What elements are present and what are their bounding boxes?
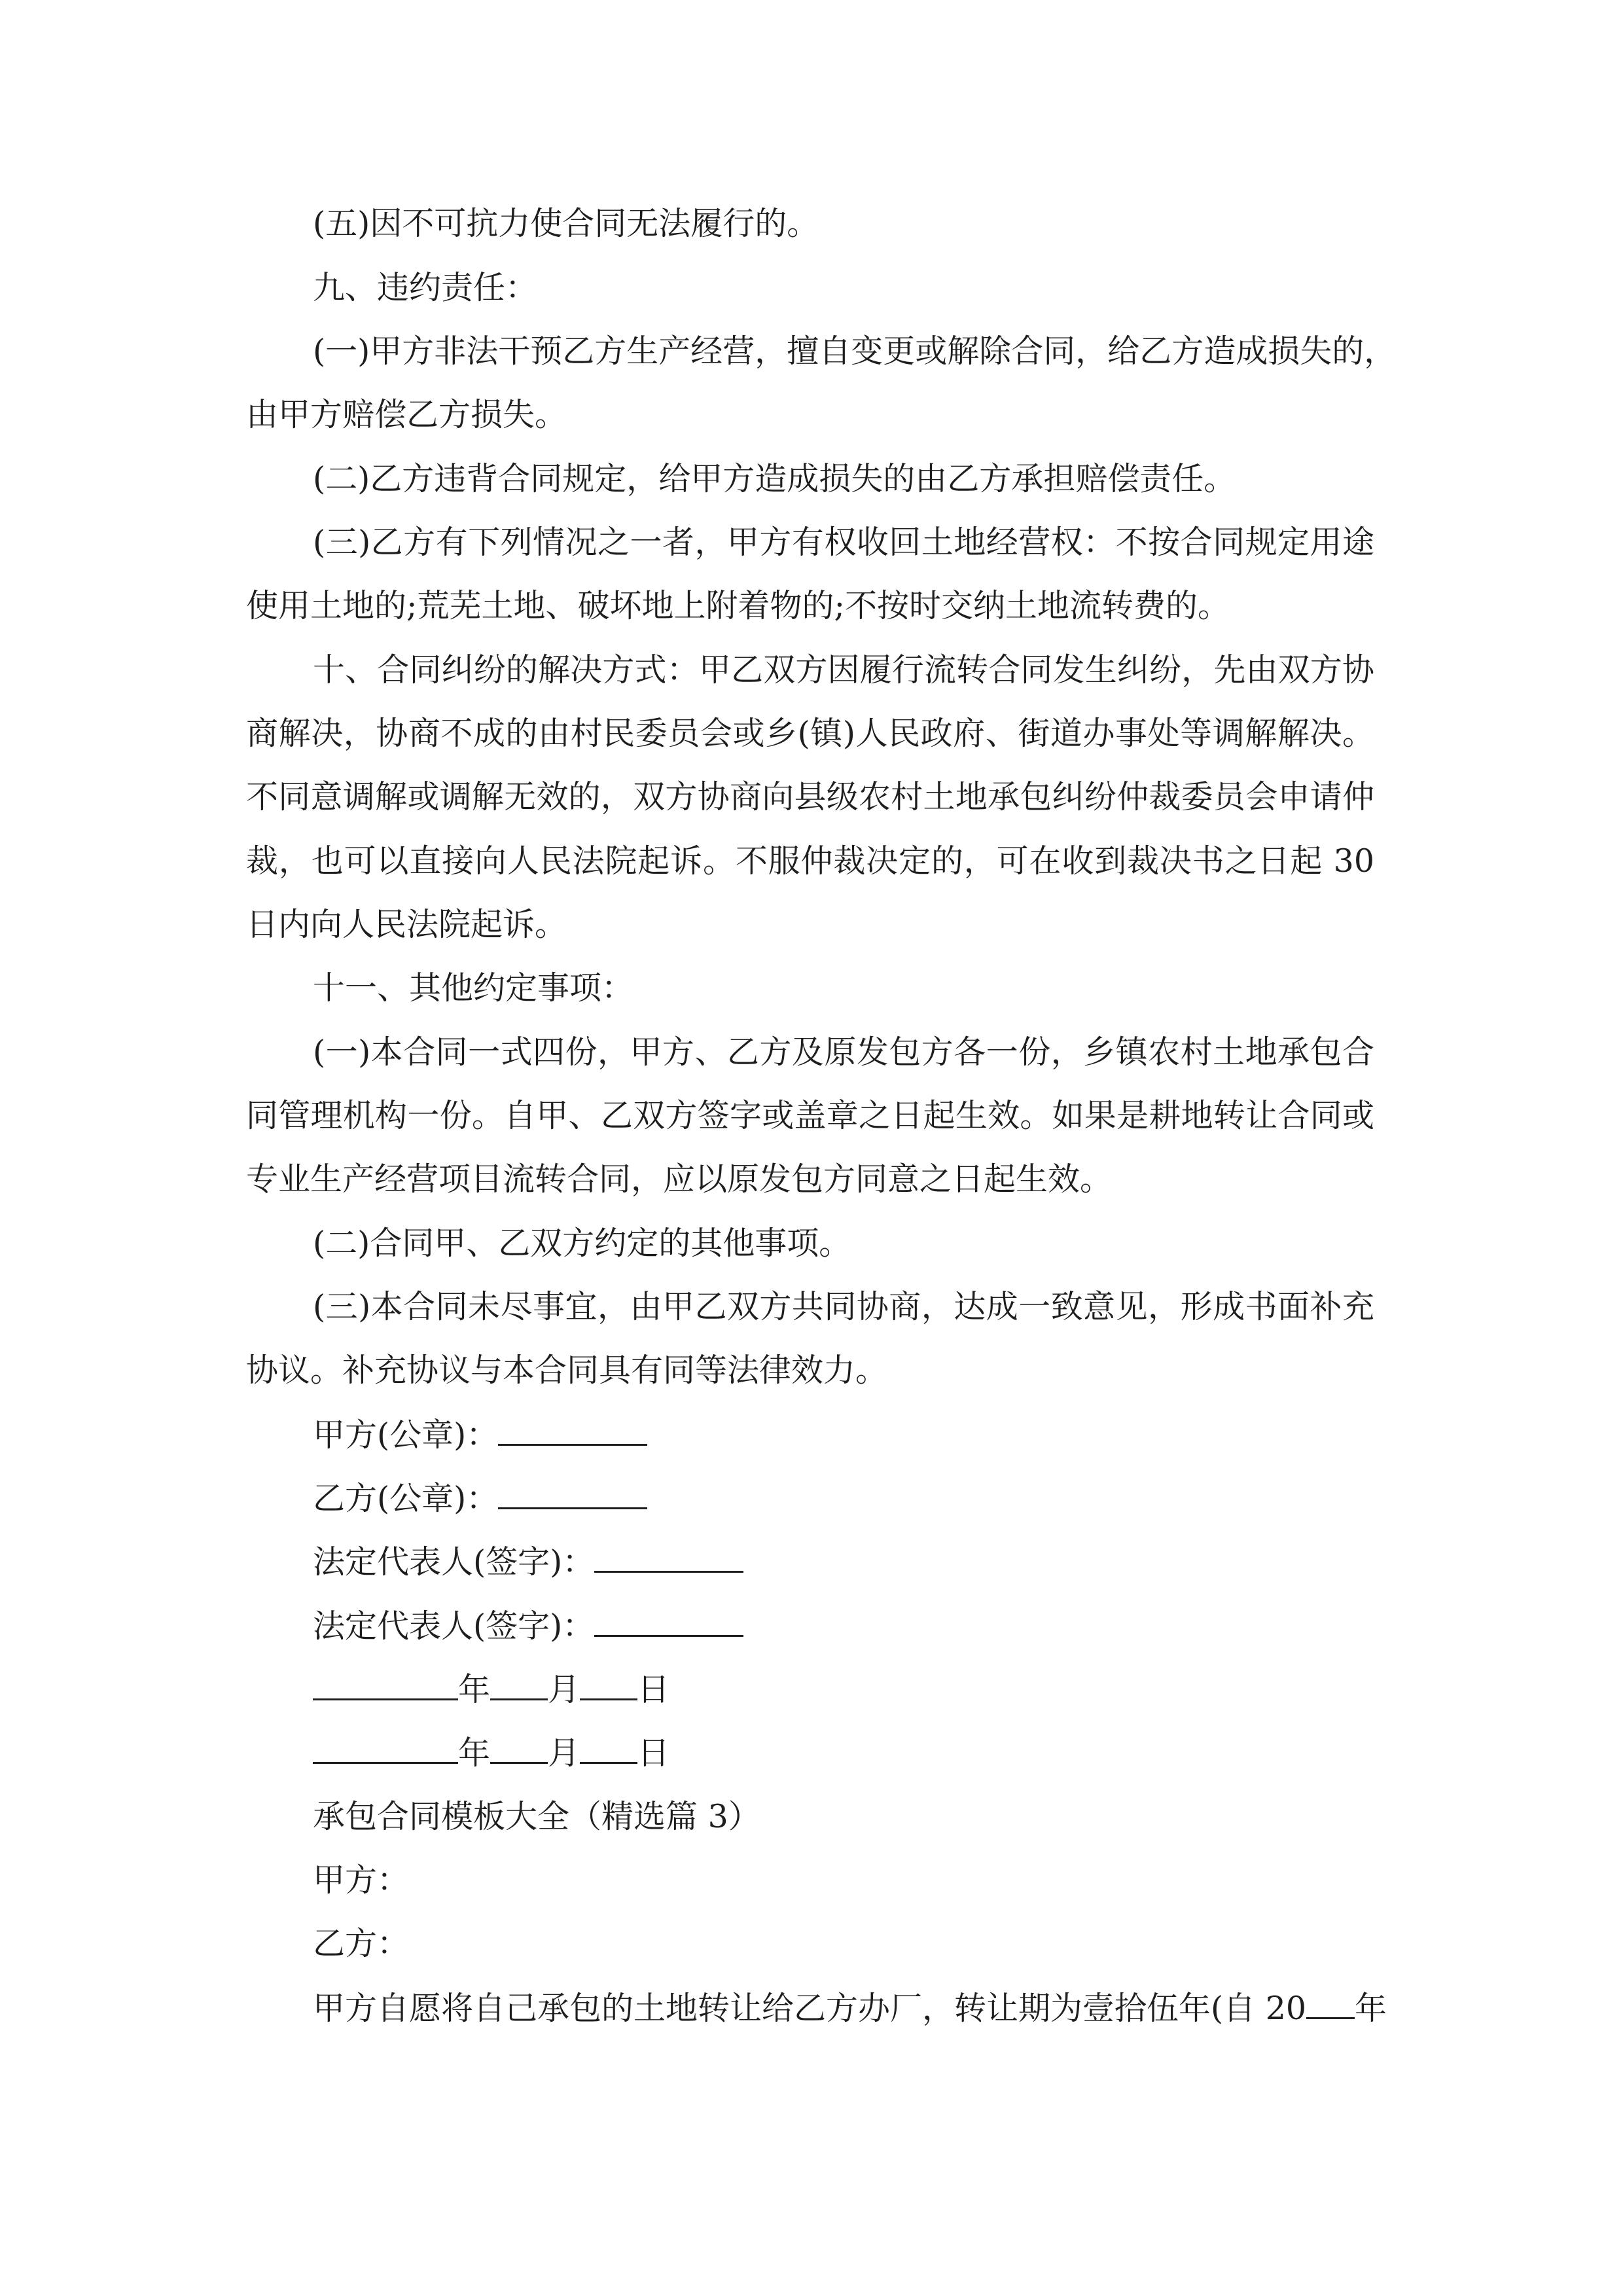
month-label-1: 月 — [548, 1671, 580, 1708]
year-blank-2[interactable] — [313, 1733, 458, 1764]
section-10-line-1: 十、合同纠纷的解决方式：甲乙双方因履行流转合同发生纠纷，先由双方协 — [313, 651, 1374, 689]
section-10-line-5: 日内向人民法院起诉。 — [246, 906, 567, 943]
next-party-b-label: 乙方： — [313, 1925, 410, 1962]
clause-9-3-line-1: (三)乙方有下列情况之一者，甲方有权收回土地经营权：不按合同规定用途 — [313, 524, 1374, 561]
section-10-line-2: 商解决，协商不成的由村民委员会或乡(镇)人民政府、街道办事处等调解解决。 — [246, 715, 1374, 752]
section-title: 承包合同模板大全（精选篇 3） — [313, 1798, 760, 1835]
date-line-2 — [313, 1733, 669, 1773]
representative-signature-line-1 — [313, 1542, 743, 1582]
day-label-1: 日 — [637, 1671, 670, 1708]
day-blank-2[interactable] — [580, 1733, 637, 1764]
clause-9-2: (二)乙方违背合同规定，给甲方造成损失的由乙方承担赔偿责任。 — [313, 460, 1236, 497]
party-a-seal-blank[interactable] — [498, 1415, 647, 1446]
section-heading-liability: 九、违约责任： — [313, 269, 538, 306]
day-blank-1[interactable] — [580, 1670, 637, 1700]
party-b-seal-line — [313, 1479, 647, 1518]
clause-11-2: (二)合同甲、乙双方约定的其他事项。 — [313, 1225, 851, 1262]
year-label-2: 年 — [458, 1734, 491, 1772]
transfer-intro-text: 甲方自愿将自己承包的土地转让给乙方办厂，转让期为壹拾伍年(自 20 — [313, 1990, 1307, 2027]
paragraph-force-majeure: (五)因不可抗力使合同无法履行的。 — [313, 205, 819, 242]
party-b-seal-blank[interactable] — [498, 1479, 647, 1509]
month-label-2: 月 — [548, 1734, 580, 1772]
clause-11-1-line-2: 同管理机构一份。自甲、乙双方签字或盖章之日起生效。如果是耕地转让合同或 — [246, 1097, 1374, 1134]
clause-11-1-line-1: (一)本合同一式四份，甲方、乙方及原发包方各一份，乡镇农村土地承包合 — [313, 1033, 1374, 1071]
representative-signature-blank-2[interactable] — [594, 1606, 743, 1637]
month-blank-2[interactable] — [490, 1733, 548, 1764]
year-blank-1[interactable] — [313, 1670, 458, 1700]
representative-signature-line-2 — [313, 1606, 743, 1646]
clause-11-3-line-2: 协议。补充协议与本合同具有同等法律效力。 — [246, 1352, 888, 1389]
start-year-label: 年 — [1355, 1990, 1387, 2027]
year-label-1: 年 — [458, 1671, 491, 1708]
clause-9-1-line-1: (一)甲方非法干预乙方生产经营，擅自变更或解除合同，给乙方造成损失的， — [313, 332, 1397, 370]
next-party-a-label: 甲方： — [313, 1861, 410, 1899]
date-line-1 — [313, 1670, 669, 1710]
clause-9-3-line-2: 使用土地的;荒芜土地、破坏地上附着物的;不按时交纳土地流转费的。 — [246, 587, 1230, 624]
representative-signature-label-2: 法定代表人(签字)： — [313, 1607, 595, 1645]
day-label-2: 日 — [637, 1734, 670, 1772]
transfer-intro-line — [313, 1988, 1387, 2028]
party-a-seal-label: 甲方(公章)： — [313, 1416, 499, 1454]
representative-signature-blank-1[interactable] — [594, 1542, 743, 1573]
clause-9-1-line-2: 由甲方赔偿乙方损失。 — [246, 396, 567, 433]
section-heading-other-terms: 十一、其他约定事项： — [313, 969, 634, 1007]
clause-11-1-line-3: 专业生产经营项目流转合同，应以原发包方同意之日起生效。 — [246, 1160, 1113, 1198]
section-10-line-4: 裁，也可以直接向人民法院起诉。不服仲裁决定的，可在收到裁决书之日起 30 — [246, 842, 1374, 880]
section-10-line-3: 不同意调解或调解无效的，双方协商向县级农村土地承包纠纷仲裁委员会申请仲 — [246, 778, 1374, 816]
representative-signature-label-1: 法定代表人(签字)： — [313, 1543, 595, 1581]
party-a-seal-line — [313, 1415, 647, 1455]
clause-11-3-line-1: (三)本合同未尽事宜，由甲乙双方共同协商，达成一致意见，形成书面补充 — [313, 1288, 1374, 1325]
start-year-blank[interactable] — [1306, 1988, 1355, 2019]
party-b-seal-label: 乙方(公章)： — [313, 1480, 499, 1517]
month-blank-1[interactable] — [490, 1670, 548, 1700]
